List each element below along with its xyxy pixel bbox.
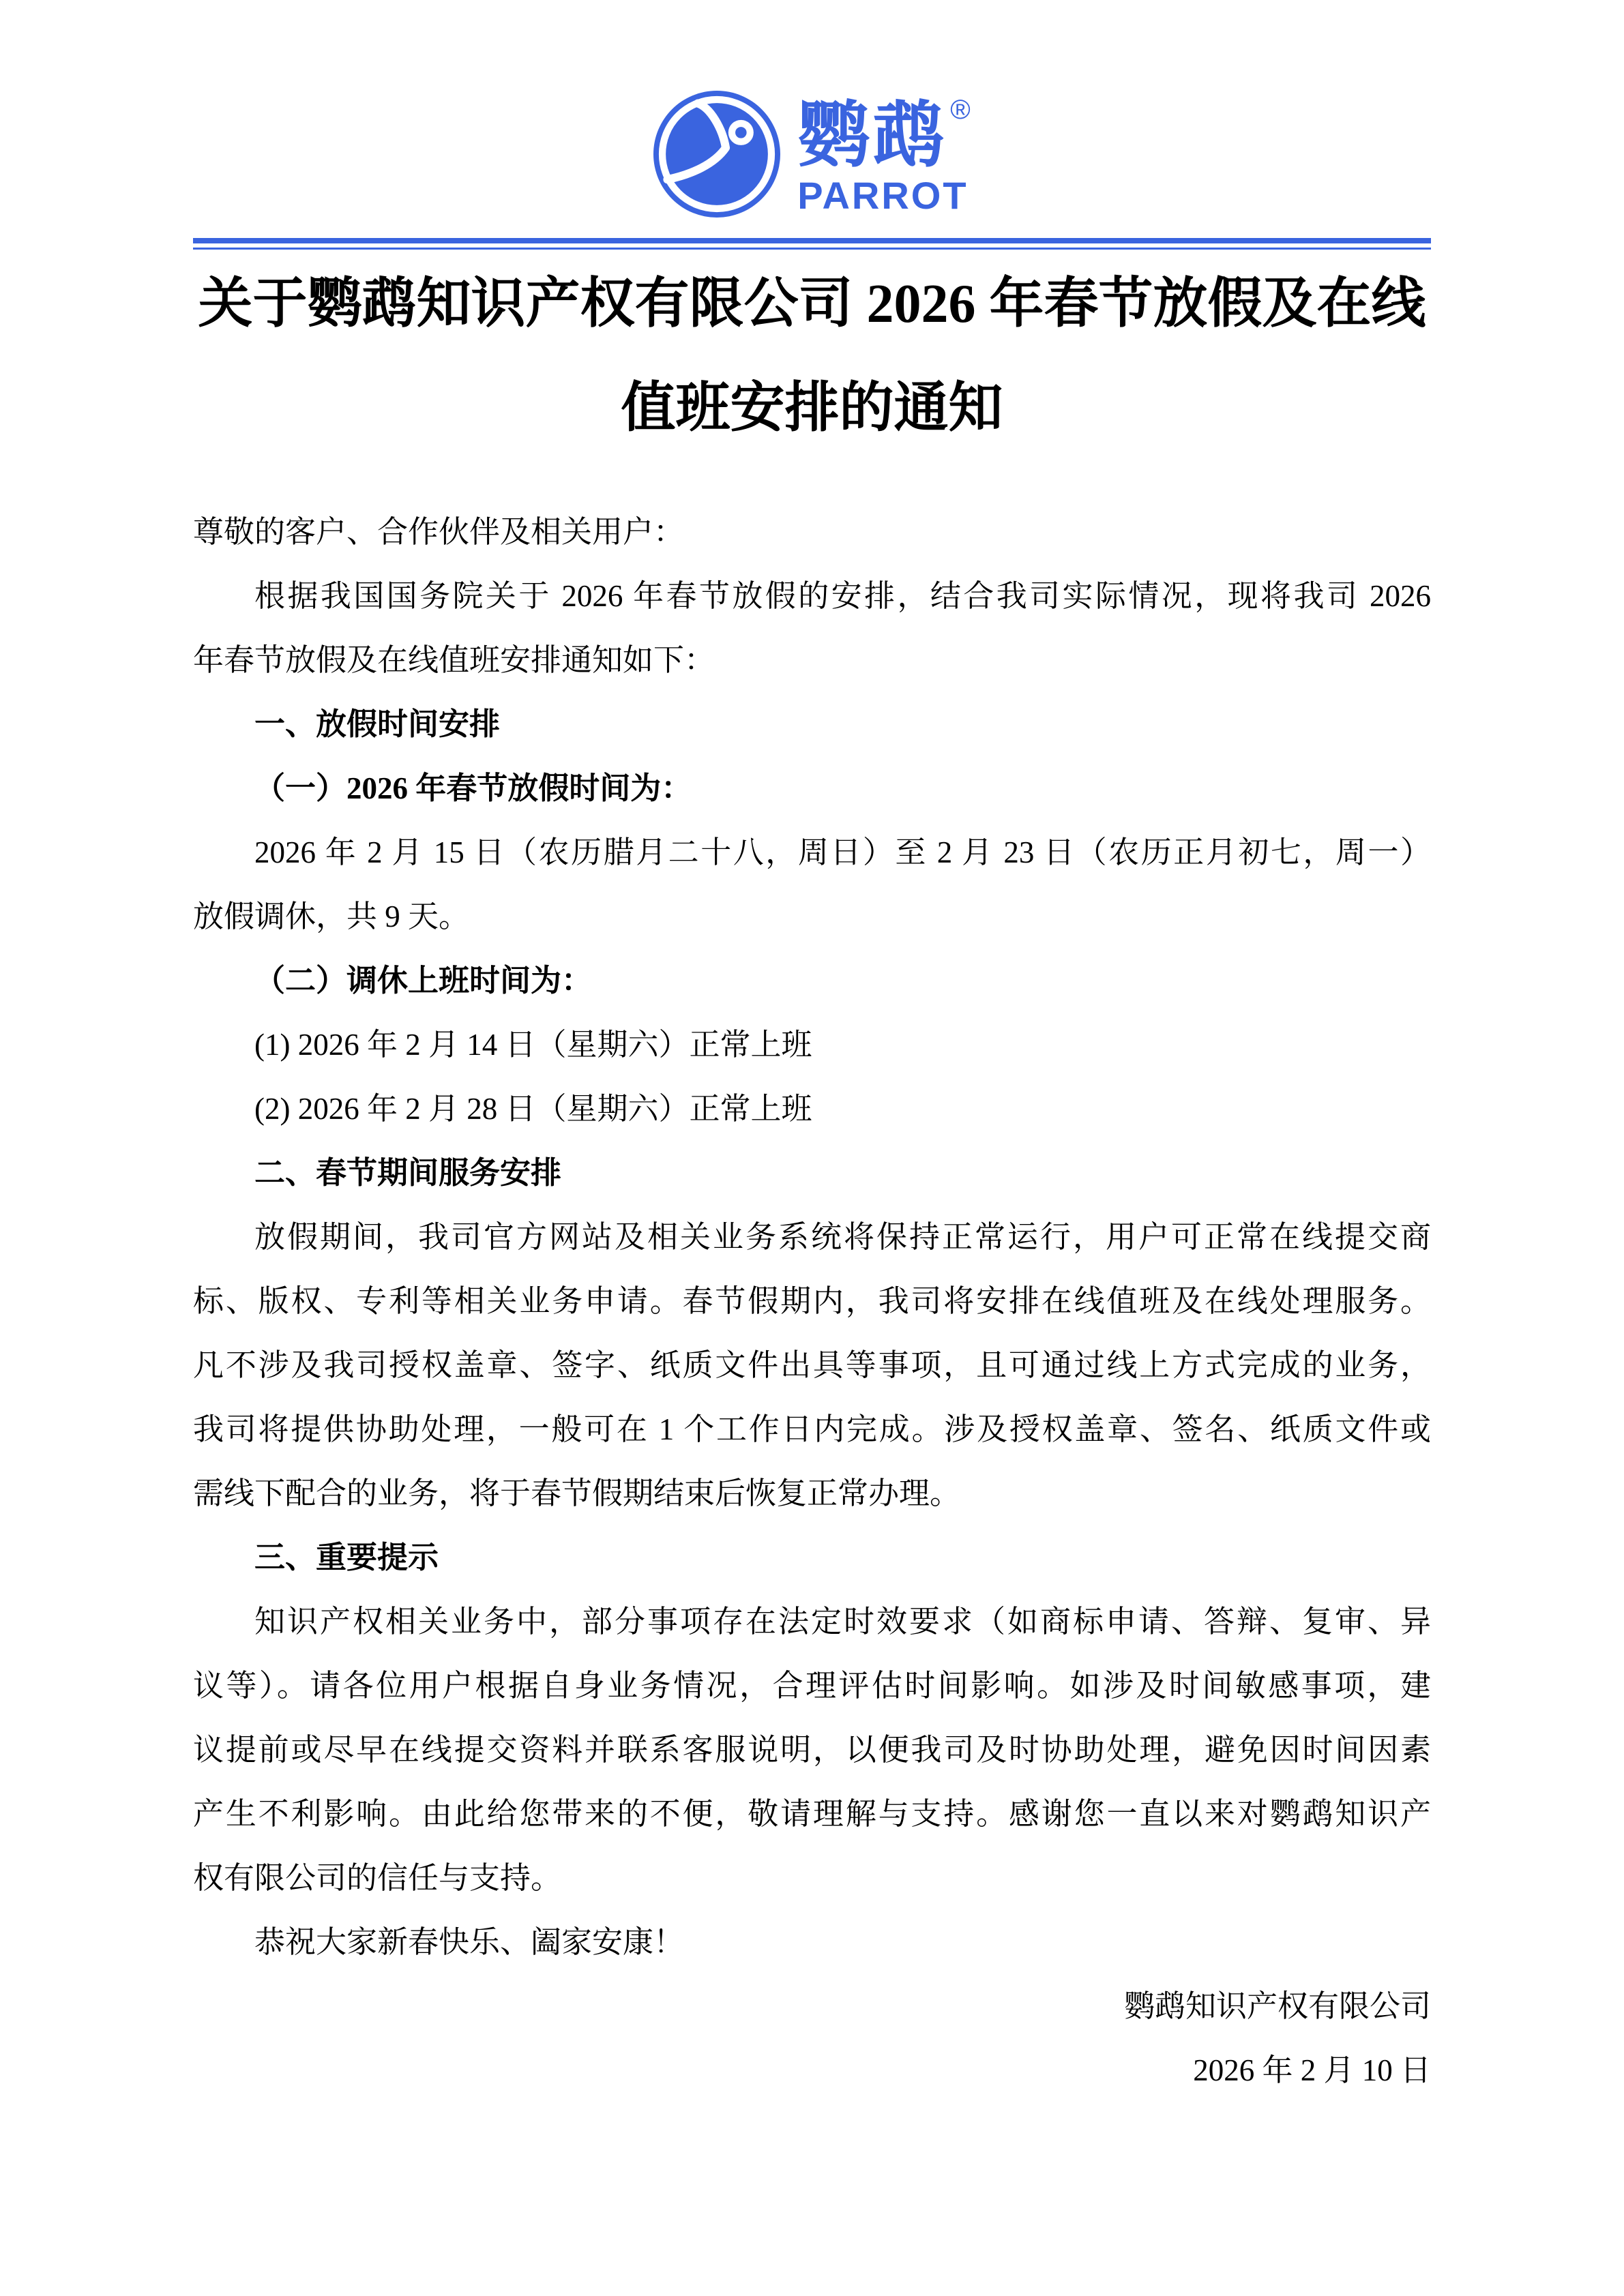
- body-line: 根据我国国务院关于 2026 年春节放假的安排，结合我司实际情况，现将我司 2026: [254, 579, 1431, 613]
- body-line: 产生不利影响。由此给您带来的不便，敬请理解与支持。感谢您一直以来对鹦鹉知识产: [193, 1797, 1431, 1831]
- body-line: 尊敬的客户、合作伙伴及相关用户：: [193, 515, 685, 549]
- body-line: 恭祝大家新春快乐、阖家安康！: [254, 1925, 685, 1959]
- body-line: 凡不涉及我司授权盖章、签字、纸质文件出具等事项，且可通过线上方式完成的业务，: [193, 1348, 1431, 1382]
- header-divider: [193, 238, 1431, 250]
- body-line: 议等）。请各位用户根据自身业务情况，合理评估时间影响。如涉及时间敏感事项，建: [193, 1669, 1431, 1703]
- body-line: 二、春节期间服务安排: [254, 1156, 562, 1190]
- document-title-line1: 关于鹦鹉知识产权有限公司 2026 年春节放假及在线: [198, 274, 1426, 334]
- body-line: 议提前或尽早在线提交资料并联系客服说明，以便我司及时协助处理，避免因时间因素: [193, 1733, 1431, 1767]
- logo-brand-cn: 鹦鹉: [797, 95, 948, 176]
- body-line: 三、重要提示: [254, 1540, 439, 1575]
- document-body: [193, 500, 1431, 2102]
- body-line: (1) 2026 年 2 月 14 日（星期六）正常上班: [254, 1028, 812, 1062]
- body-line: 标、版权、专利等相关业务申请。春节假期内，我司将安排在线值班及在线处理服务。: [193, 1284, 1431, 1318]
- logo-text: [797, 95, 971, 217]
- body-line: 一、放假时间安排: [254, 707, 501, 741]
- document-title: [193, 252, 1431, 461]
- body-line: （二）调休上班时间为：: [254, 964, 593, 998]
- body-line: 2026 年 2 月 15 日（农历腊月二十八，周日）至 2 月 23 日（农历正月初七，周一）: [254, 835, 1431, 869]
- body-line: 我司将提供协助处理，一般可在 1 个工作日内完成。涉及授权盖章、签名、纸质文件或: [193, 1412, 1431, 1446]
- body-line: 鹦鹉知识产权有限公司: [1123, 1989, 1431, 2023]
- body-line: 放假调休，共 9 天。: [193, 899, 470, 934]
- body-line: (2) 2026 年 2 月 28 日（星期六）正常上班: [254, 1092, 812, 1126]
- body-line: 年春节放假及在线值班安排通知如下：: [193, 643, 715, 677]
- body-line: 2026 年 2 月 10 日: [1193, 2053, 1431, 2087]
- document-title-line2: 值班安排的通知: [621, 378, 1003, 438]
- body-line: 权有限公司的信任与支持。: [193, 1861, 562, 1895]
- body-line: 放假期间，我司官方网站及相关业务系统将保持正常运行，用户可正常在线提交商: [254, 1220, 1431, 1254]
- logo-brand-en: PARROT: [797, 174, 969, 217]
- registered-trademark-icon: ®: [950, 95, 971, 125]
- logo: [193, 0, 1431, 218]
- parrot-icon: [653, 91, 780, 218]
- body-line: 知识产权相关业务中，部分事项存在法定时效要求（如商标申请、答辩、复审、异: [254, 1605, 1431, 1639]
- body-line: 需线下配合的业务，将于春节假期结束后恢复正常办理。: [193, 1476, 961, 1510]
- body-line: （一）2026 年春节放假时间为：: [254, 771, 692, 805]
